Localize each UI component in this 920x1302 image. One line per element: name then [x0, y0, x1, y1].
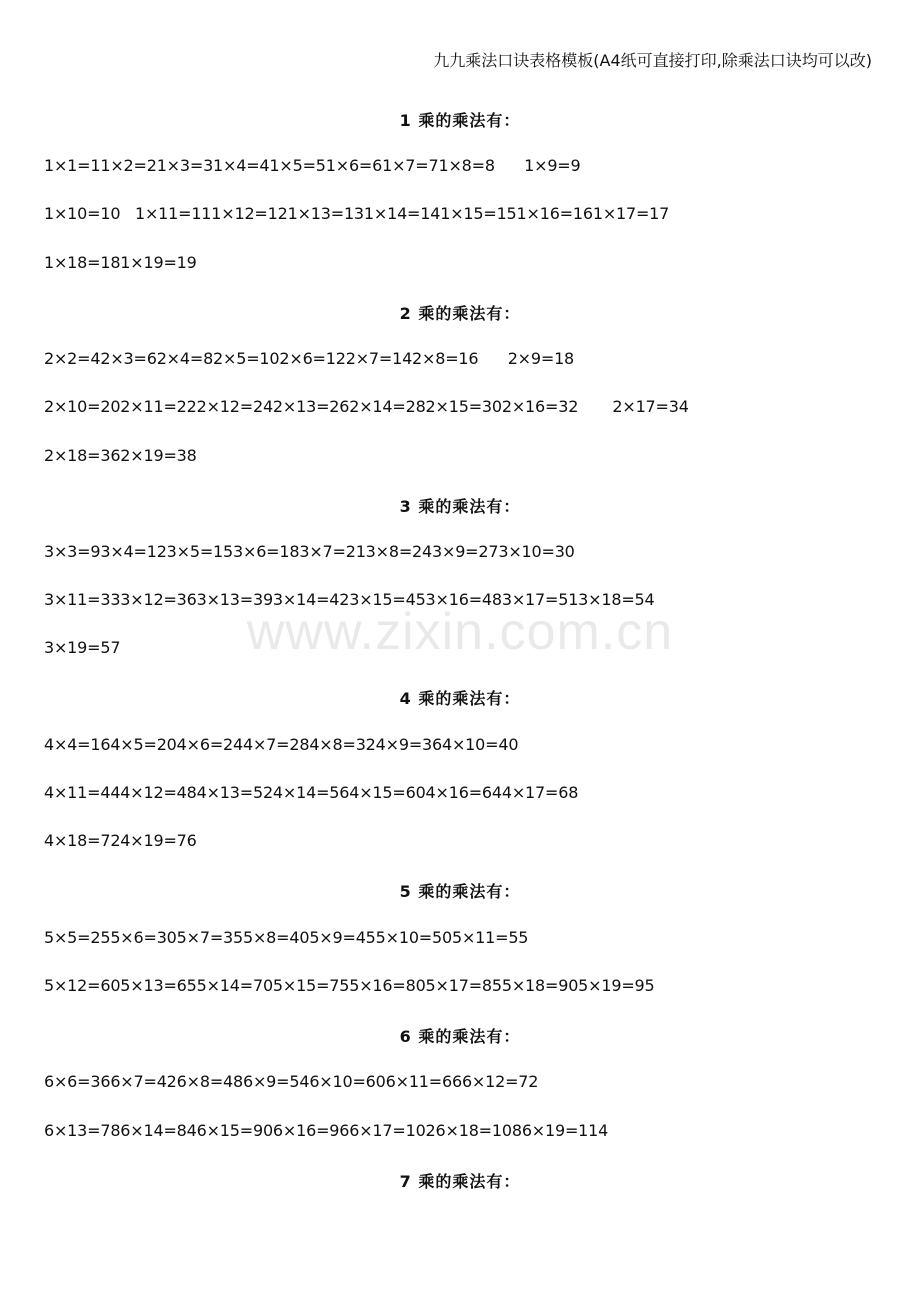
section-3-heading: 3 乘的乘法有：	[399, 497, 521, 516]
section-1-heading: 1 乘的乘法有：	[399, 111, 521, 130]
section-5-line-2: 5×12=605×13=655×14=705×15=755×16=805×17=855×18=905×19=95	[44, 976, 655, 995]
section-1-line-2: 1×10=10 1×11=111×12=121×13=131×14=141×15=151×16=161×17=17	[44, 204, 670, 223]
section-4-heading: 4 乘的乘法有：	[399, 689, 521, 708]
section-4-line-3: 4×18=724×19=76	[44, 831, 197, 850]
section-6-heading: 6 乘的乘法有：	[399, 1027, 521, 1046]
section-3-line-2: 3×11=333×12=363×13=393×14=423×15=453×16=483×17=513×18=54	[44, 590, 655, 609]
section-5-line-1: 5×5=255×6=305×7=355×8=405×9=455×10=505×11=55	[44, 928, 529, 947]
document-title: 九九乘法口诀表格模板(A4纸可直接打印,除乘法口诀均可以改)	[433, 51, 872, 70]
section-4-line-1: 4×4=164×5=204×6=244×7=284×8=324×9=364×10=40	[44, 735, 519, 754]
section-2-line-3: 2×18=362×19=38	[44, 446, 197, 465]
section-5-heading: 5 乘的乘法有：	[399, 882, 521, 901]
watermark: www.zixin.com.cn	[246, 603, 674, 661]
section-1-line-3: 1×18=181×19=19	[44, 253, 197, 272]
section-7-heading: 7 乘的乘法有：	[399, 1172, 521, 1191]
section-2-line-2: 2×10=202×11=222×12=242×13=262×14=282×15=302×16=32 2×17=34	[44, 397, 689, 416]
section-1-line-1: 1×1=11×2=21×3=31×4=41×5=51×6=61×7=71×8=8 1×9=9	[44, 156, 581, 175]
section-2-heading: 2 乘的乘法有：	[399, 304, 521, 323]
section-6-line-1: 6×6=366×7=426×8=486×9=546×10=606×11=666×12=72	[44, 1072, 539, 1091]
section-4-line-2: 4×11=444×12=484×13=524×14=564×15=604×16=644×17=68	[44, 783, 579, 802]
section-3-line-3: 3×19=57	[44, 638, 121, 657]
section-2-line-1: 2×2=42×3=62×4=82×5=102×6=122×7=142×8=16 2×9=18	[44, 349, 575, 368]
section-3-line-1: 3×3=93×4=123×5=153×6=183×7=213×8=243×9=273×10=30	[44, 542, 575, 561]
section-6-line-2: 6×13=786×14=846×15=906×16=966×17=1026×18=1086×19=114	[44, 1121, 609, 1140]
